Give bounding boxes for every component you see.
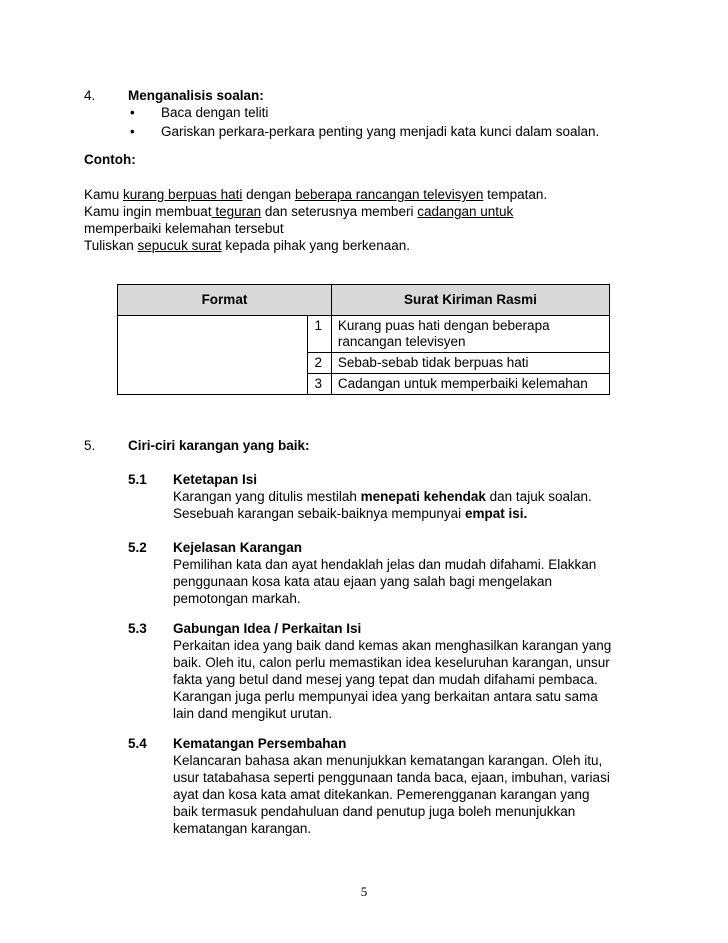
- section-body-line: Sesebuah karangan sebaik-baiknya mempunyai empat isi.: [173, 506, 528, 521]
- section-body-line: Karangan juga perlu mempunyai idea yang berkaitan antara satu sama: [173, 689, 598, 704]
- section-body-line: penggunaan kosa kata atau ejaan yang salah bagi mengelakan: [173, 574, 553, 589]
- section-number: 5.2: [128, 540, 147, 555]
- item5-title: Ciri-ciri karangan yang baik:: [128, 438, 310, 453]
- section-body-line: usur tatabahasa seperti penggunaan tanda baca, ejaan, imbuhan, variasi: [173, 770, 610, 785]
- table-header-row: [118, 285, 610, 316]
- section-body-line: baik termasuk pendahuluan dand penutup juga boleh menunjukkan: [173, 804, 576, 819]
- format-table: [117, 284, 610, 395]
- section-body-line: kematangan karangan.: [173, 821, 312, 836]
- table-row-number: 2: [308, 353, 331, 374]
- table-row-text: Sebab-sebab tidak berpuas hati: [331, 353, 609, 374]
- contoh-line-1: Kamu kurang berpuas hati dengan beberapa rancangan televisyen tempatan.: [84, 187, 548, 202]
- table-row-number: 3: [308, 374, 331, 395]
- section-body-line: fakta yang betul dand mesej yang tepat dan mudah difahami pembaca.: [173, 672, 598, 687]
- table-row: [118, 316, 610, 353]
- section-body-line: Kelancaran bahasa akan menunjukkan kematangan karangan. Oleh itu,: [173, 753, 603, 768]
- section-body-line: baik. Oleh itu, calon perlu memastikan idea keseluruhan karangan, unsur: [173, 655, 610, 670]
- item4-bullet-1: Baca dengan teliti: [161, 105, 269, 120]
- section-number: 5.1: [128, 472, 147, 487]
- item5-number: 5.: [84, 438, 96, 453]
- section-title: Kematangan Persembahan: [173, 736, 347, 751]
- section-number: 5.3: [128, 621, 147, 636]
- section-body-line: Pemilihan kata dan ayat hendaklah jelas dan mudah difahami. Elakkan: [173, 557, 597, 572]
- contoh-line-4: Tuliskan sepucuk surat kepada pihak yang berkenaan.: [84, 238, 410, 253]
- table-empty-cell: [118, 316, 308, 395]
- item4-number: 4.: [84, 88, 96, 103]
- page-number: 5: [360, 884, 368, 899]
- item4-bullet-2: Gariskan perkara-perkara penting yang menjadi kata kunci dalam soalan.: [161, 124, 600, 139]
- section-body-line: lain dand mengikut urutan.: [173, 706, 333, 721]
- table-header-surat: Surat Kiriman Rasmi: [331, 285, 609, 316]
- section-number: 5.4: [128, 736, 147, 751]
- section-body-line: Perkaitan idea yang baik dand kemas akan menghasilkan karangan yang: [173, 638, 612, 653]
- section-title: Kejelasan Karangan: [173, 540, 303, 555]
- section-body-line: Karangan yang ditulis mestilah menepati kehendak dan tajuk soalan.: [173, 489, 592, 504]
- table-row-text: Cadangan untuk memperbaiki kelemahan: [331, 374, 609, 395]
- table-row-text: Kurang puas hati dengan beberapa rancangan televisyen: [331, 316, 609, 353]
- section-body-line: ayat dan kosa kata amat ditekankan. Pemerengganan karangan yang: [173, 787, 590, 802]
- bullet-icon: •: [130, 124, 135, 139]
- item4-title: Menganalisis soalan:: [128, 88, 264, 103]
- table-header-format: Format: [118, 285, 332, 316]
- section-title: Gabungan Idea / Perkaitan Isi: [173, 621, 362, 636]
- section-title: Ketetapan Isi: [173, 472, 258, 487]
- section-body-line: pemotongan markah.: [173, 591, 301, 606]
- table-row-number: 1: [308, 316, 331, 353]
- bullet-icon: •: [130, 105, 135, 120]
- contoh-line-3: memperbaiki kelemahan tersebut: [84, 221, 284, 236]
- contoh-heading: Contoh:: [84, 152, 136, 167]
- contoh-line-2: Kamu ingin membuat teguran dan seterusnya memberi cadangan untuk: [84, 204, 514, 219]
